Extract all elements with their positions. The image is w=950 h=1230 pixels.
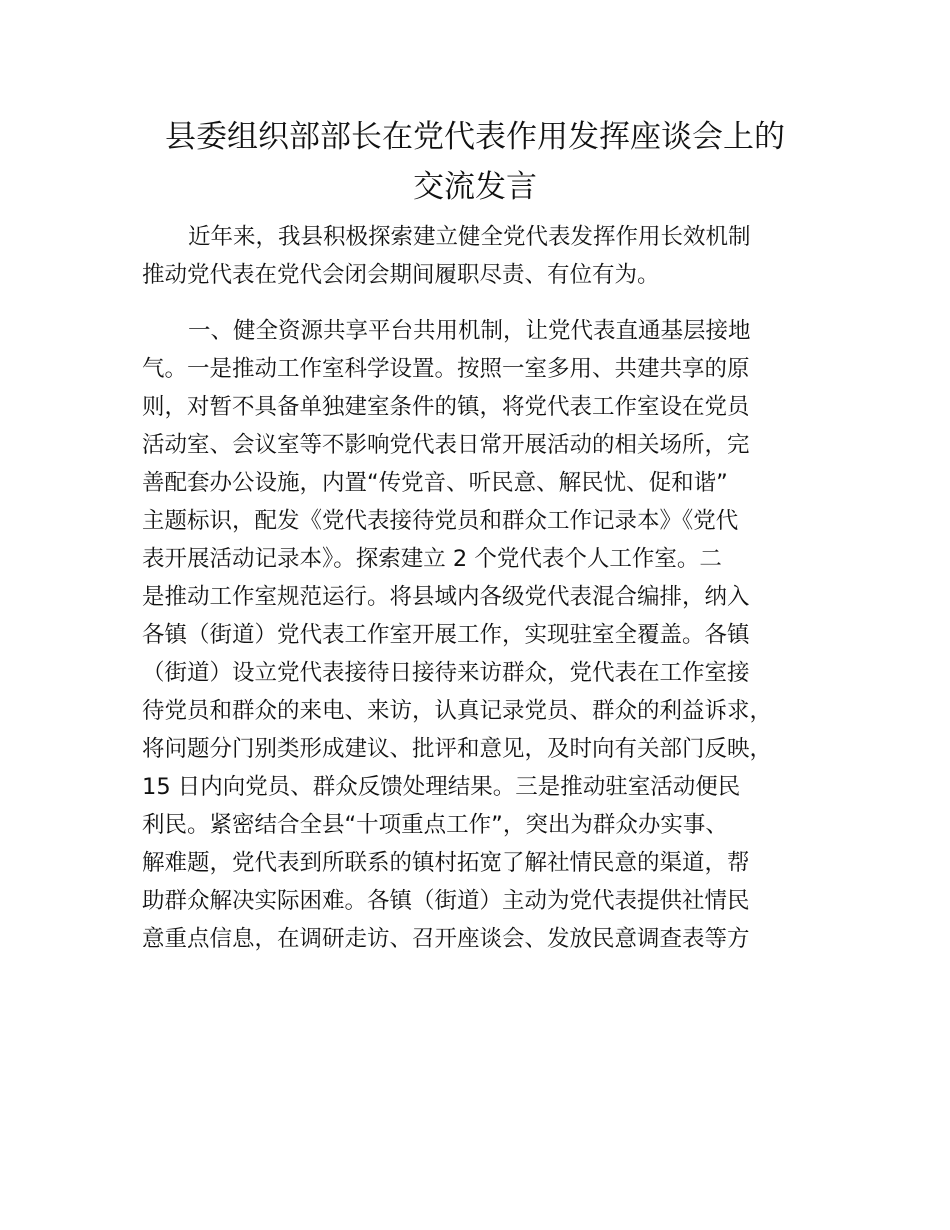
paragraph-section-one (142, 312, 822, 958)
text-line: 活动室、会议室等不影响党代表日常开展活动的相关场所，完 (142, 432, 750, 458)
text-line: 解难题，党代表到所联系的镇村拓宽了解社情民意的渠道，帮 (142, 850, 750, 876)
text-line: 助群众解决实际困难。各镇（街道）主动为党代表提供社情民 (142, 888, 750, 914)
text-line: 气。一是推动工作室科学设置。按照一室多用、共建共享的原 (142, 356, 750, 382)
text-line: 将问题分门别类形成建议、批评和意见，及时向有关部门反映， (142, 736, 773, 762)
text-line: 则，对暂不具备单独建室条件的镇，将党代表工作室设在党员 (142, 394, 750, 420)
document-title (140, 112, 810, 212)
text-line: 推动党代表在党代会闭会期间履职尽责、有位有为。 (142, 262, 660, 288)
text-line: 表开展活动记录本》。探索建立 2 个党代表个人工作室。二 (142, 546, 722, 572)
paragraph-intro (142, 218, 822, 294)
text-line: 是推动工作室规范运行。将县域内各级党代表混合编排，纳入 (142, 584, 750, 610)
text-line: 利民。紧密结合全县“十项重点工作”，突出为群众办实事、 (142, 812, 728, 838)
text-line: （街道）设立党代表接待日接待来访群众，党代表在工作室接 (142, 660, 750, 686)
title-line: 县委组织部部长在党代表作用发挥座谈会上的 (165, 119, 785, 155)
title-line: 交流发言 (413, 169, 537, 205)
text-line: 一、健全资源共享平台共用机制，让党代表直通基层接地 (188, 318, 751, 344)
text-line: 近年来，我县积极探索建立健全党代表发挥作用长效机制 (188, 224, 751, 250)
text-line: 各镇（街道）党代表工作室开展工作，实现驻室全覆盖。各镇 (142, 622, 750, 648)
text-line: 待党员和群众的来电、来访，认真记录党员、群众的利益诉求， (142, 698, 773, 724)
text-line: 主题标识，配发《党代表接待党员和群众工作记录本》《党代 (142, 508, 739, 534)
text-line: 15 日内向党员、群众反馈处理结果。三是推动驻室活动便民 (142, 774, 741, 800)
text-line: 意重点信息，在调研走访、召开座谈会、发放民意调查表等方 (142, 926, 750, 952)
text-line: 善配套办公设施，内置“传党音、听民意、解民忧、促和谐” (142, 470, 728, 496)
